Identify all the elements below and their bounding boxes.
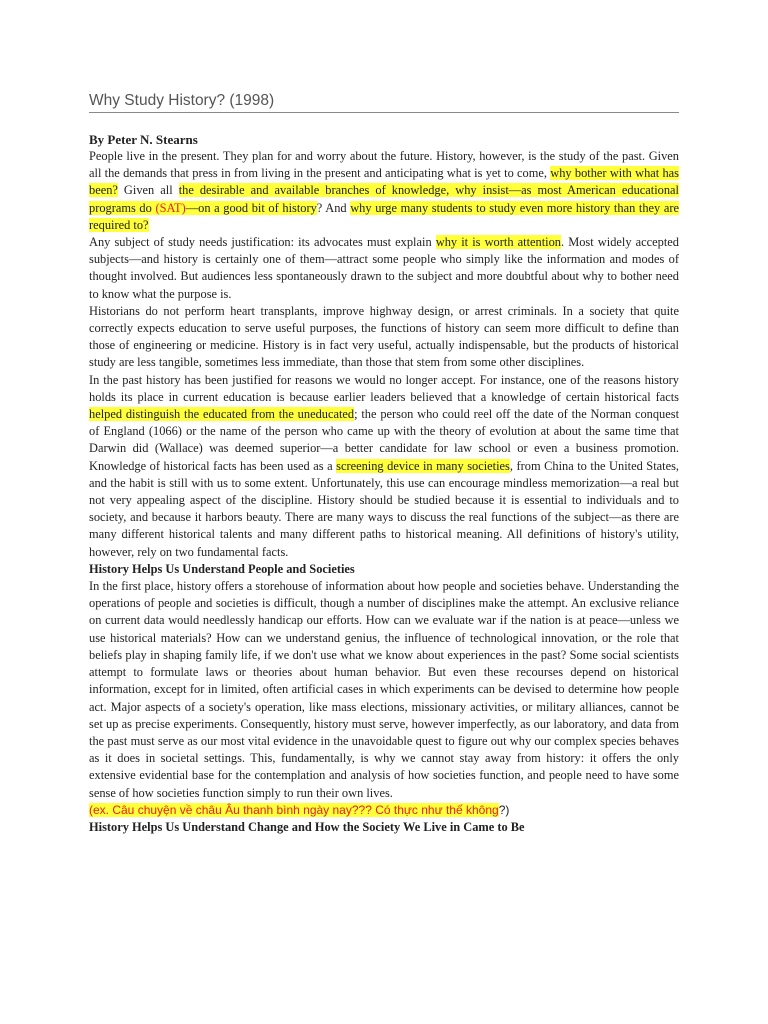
note-open: ( [89, 802, 93, 817]
highlight: why urge many students to study even more history than they are required to? [89, 200, 679, 232]
document-title: Why Study History? (1998) [89, 92, 679, 113]
text-run: ; the person who could reel off the date of the Norman conquest of England (1066) or the name of the person who came up with the theory of evolution at about the same time that Darwin did (Wallace) was deemed superior—a better candidate for law school or even a business promotion. Knowledge of historical facts has been used as a [89, 407, 680, 473]
highlight: helped distinguish the educated from the uneducated [89, 407, 355, 422]
text-run: ? And [316, 200, 351, 215]
section-heading-change: History Helps Us Understand Change and How the Society We Live in Came to Be [89, 819, 525, 834]
section-heading-people-societies: History Helps Us Understand People and Societies [89, 561, 355, 576]
highlight-red-annotation: (SAT) [155, 200, 186, 215]
note-text: ex. Câu chuyện về châu Âu thanh bình ngày nay??? Có thực như thế không [93, 802, 499, 817]
annotation-note [89, 802, 679, 819]
text-run: Any subject of study needs justification: its advocates must explain [89, 235, 436, 250]
text-run: In the past history has been justified for reasons we would no longer accept. For instance, one of the reasons history holds its place in current education is because earlier leaders believed that a knowledge of certain historical facts [89, 372, 679, 404]
highlight: screening device in many societies [336, 458, 510, 473]
document-page [89, 92, 679, 836]
paragraph-past-justification [89, 372, 679, 561]
paragraph-justification [89, 234, 679, 303]
highlight: why it is worth attention [435, 235, 561, 250]
note-close: ?) [498, 802, 510, 817]
text-run: . Most widely accepted subjects—and history is certainly one of them—attract some people who simply like the information and modes of thought involved. But audiences less spontaneously drawn to the subject and more doubtful about why to bother need to know what the purpose is. [89, 235, 679, 301]
paragraph-intro [89, 148, 679, 234]
highlight: the desirable and available branches of knowledge, why insist—as most American educational programs do [89, 183, 679, 215]
highlight: why bother with what has been? [89, 166, 680, 198]
paragraph-storehouse: In the first place, history offers a storehouse of information about how people and societies behave. Understanding the operations of people and societies is difficult, though a number of disciplines make the attempt. An exclusive reliance on current data would needlessly handicap our efforts. How can we evaluate war if the nation is at peace—unless we use historical materials? How can we understand genius, the influence of technological innovation, or the role that beliefs play in shaping family life, if we don't use what we know about experiences in the past? Some social scientists attempt to formulate laws or theories about human behavior. But even these recourses depend on historical information, except for in limited, often artificial cases in which experiments can be devised to determine how people act. Major aspects of a society's operation, like mass elections, missionary activities, or military alliances, cannot be set up as precise experiments. Consequently, history must serve, however imperfectly, as our laboratory, and data from the past must serve as our most vital evidence in the unavoidable quest to figure out why our complex species behaves as it does in societal settings. This, fundamentally, is why we cannot stay away from history: it offers the only extensive evidential base for the contemplation and analysis of how societies function, and people need to have some sense of how societies function simply to run their own lives. [89, 579, 679, 800]
paragraph-historians: Historians do not perform heart transplants, improve highway design, or arrest criminals. In a society that quite correctly expects education to serve useful purposes, the functions of history can seem more difficult to define than those of engineering or medicine. History is in fact very useful, actually indispensable, but the products of historical study are less tangible, sometimes less immediate, than those that stem from some other disciplines. [89, 303, 679, 370]
highlight: —on a good bit of history [185, 200, 317, 215]
text-run: People live in the present. They plan for and worry about the future. History, however, is the study of the past. Given all the demands that press in from living in the present and anticipating what is yet to come, [89, 149, 679, 181]
author-byline: By Peter N. Stearns [89, 132, 198, 147]
text-run: Given all [117, 183, 179, 198]
text-run: , from China to the United States, and the habit is still with us to some extent. Unfortunately, this use can encourage mindless memorization—a real but not very appealing aspect of the discipline. History should be studied because it is essential to individuals and to society, and because it harbors beauty. There are many ways to discuss the real functions of the subject—as there are many different historical talents and many different paths to historical meaning. All definitions of history's utility, however, rely on two fundamental facts. [89, 458, 680, 559]
